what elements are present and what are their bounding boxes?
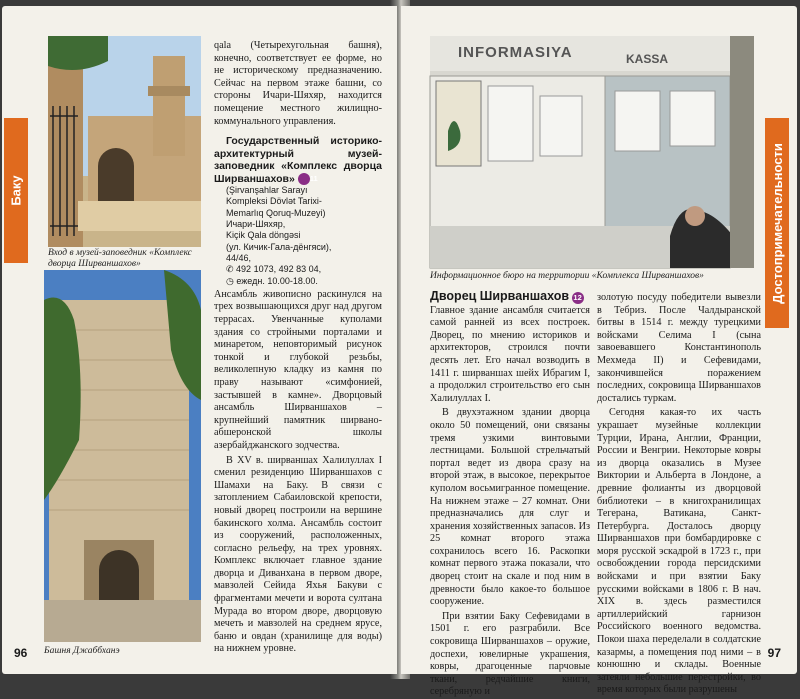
photo-museum-entrance — [48, 36, 201, 247]
side-tab-right — [765, 118, 789, 328]
info-line: (Şirvanşahlar Sarayı — [226, 185, 308, 196]
paragraph: Сегодня какая-то их часть украшает музейные коллекции Турции, Ирана, Англии, Франции, России и Венгрии. Некоторые ковры из дворца оказались в Музее Виктории и Альберта в Лондоне, а древние фолианты из дворцовой библиотеки – в книгохранилищах Тегерана, Ватикана, Санкт-Петербурга. Досталось дворцу Ширваншахов при бомбардировке с моря русской эскадрой в 1723 г., при освобождении города персидскими войсками и при взятии Баку русскими войсками в 1806 г. В нач. XIX в. здесь разместился артиллерийский гарнизон Российского военного ведомства. Покои шаха переделали в солдатские казармы, а помещения под ними – в конюшню и склады. Военные затеяли небольшие перестройки, во время которых были разрушены — [597, 407, 761, 696]
paragraph: Ансамбль живописно раскинулся на трех возвышающихся друг над другом террасах. Увенчанные куполами здания со стройными порталами и минаретом, неповторимый рисунок тонкой и глубокой резьбы, великолепную кладку из камня по праву называют «симфонией, застывшей в камне». Дворцовый ансамбль Ширваншахов – крупнейший памятник ширвано-абшеронской школы азербайджанского зодчества. — [214, 288, 382, 451]
photo-information-bureau — [430, 36, 754, 268]
paragraph: В двухэтажном здании дворца около 50 помещений, они связаны тремя узкими винтовыми лестницами. Большой стрельчатый портал ведет из двора сразу на второй этаж, в высокое, перекрытое куполом восьмигранное помещение. На нижнем этаже – 27 комнат. Они предназначались для слуг и хранения хозяйственных запасов. Из 25 комнат второго этажа сохранилось всего 16. Раскопки комнат первого этажа показали, что дворец стоит на скале и под ним в древности было какое-то большое сооружение. — [430, 407, 590, 608]
info-line: (ул. Кичик-Гала-дёнгяси), — [226, 241, 332, 252]
left-text-column — [214, 40, 382, 656]
side-tab-label: Достопримечательности — [769, 142, 785, 304]
paragraph-qala: qala (Четырехугольная башня), конечно, соответствует ее форме, но не историческому предназначению. Сейчас на первом этаже башни, со стороны Ичари-Шяхяр, находится помещение местного жилищно-коммунального управления. — [214, 40, 382, 127]
phone-icon: ✆ — [226, 264, 237, 275]
paragraph: В XV в. ширваншах Халилуллах I сменил резиденцию Ширваншахов с Шамахи на Баку. В связи с затоплением Сабаиловской крепости, новый дворец построили на вершине бакинского холма. Ансамбль состоит из сооружений, расположенных, согласно рельефу, на трех уровнях. Комплекс включает главное здание дворца и Диванхана в первом дворе, мавзолей Сейида Яхья Бакуви с фрагментами мечети и ворота султана Мурада во втором дворе, дворцовую мечеть и мавзолей на среднем ярусе, баню и овдан (хранилище для воды) на нижнем уровне. — [214, 454, 382, 655]
section-badge: 11 — [298, 173, 310, 185]
photo2-caption: Башня Джаббханэ — [44, 646, 120, 656]
clock-icon: ◷ — [226, 275, 237, 286]
paragraph: Главное здание ансамбля считается самой ранней из всех построек. Дворец, по мнению историков и архитекторов, строился почти десять лет. Его начал возводить в 1411 г. ширваншах шейх Ибрагим I, а продолжил строительство его сын Халилуллах I. — [430, 304, 590, 404]
heading-shirvanshah-palace — [430, 290, 590, 305]
right-page — [401, 6, 797, 698]
info-phone — [214, 264, 382, 275]
section-title-text: Государственный историко-архитектурный музей-заповедник «Комплекс дворца Ширваншахов» — [214, 135, 382, 185]
info-hours — [214, 276, 382, 287]
info-line: 44/46, — [226, 252, 252, 263]
page-number-right: 97 — [767, 646, 781, 660]
info-line: Memarlıq Qoruq-Muzeyi) — [226, 207, 326, 218]
right-text-column-1 — [430, 290, 590, 699]
hours-text: ежедн. 10.00-18.00. — [236, 275, 318, 286]
paragraph: При взятии Баку Сефевидами в 1501 г. его разграбили. Все сокровища Ширваншахов – оружие, доспехи, ювелирные украшения, ковры, драгоценные парчовые ткани, редчайшие книги, серебряную и — [430, 610, 590, 698]
info-line: Ичари-Шяхяр, — [226, 219, 286, 230]
left-page — [2, 6, 397, 674]
paragraph: золотую посуду победители вывезли в Тебриз. После Чалдыранской битвы в 1514 г. между турецкими войсками Селима I (сына завоевавшего Константинополь Мехмеда II) и Сефевидами, закончившейся поражением последних, сокровища Ширваншахов достались туркам. — [597, 292, 761, 404]
side-tab-label: Баку — [8, 175, 24, 206]
page-number-left: 96 — [14, 646, 28, 660]
right-text-column-2 — [597, 292, 761, 697]
heading-text: Дворец Ширваншахов — [430, 289, 570, 303]
photo1-caption: Вход в музей-заповедник «Комплекс дворца Ширваншахов» — [48, 248, 192, 269]
heading-badge: 12 — [573, 292, 582, 302]
info-line: Kiçik Qala döngəsi — [226, 230, 301, 241]
sign-informasiya: INFORMASIYA — [458, 44, 573, 61]
side-tab-left — [4, 118, 28, 263]
info-line: Kompleksi Dövlət Tarixi- — [226, 196, 322, 207]
section-title-complex — [214, 135, 382, 185]
phone-text: 492 1073, 492 83 04, — [236, 264, 322, 275]
photo-jabbkhana-tower — [44, 270, 201, 642]
sign-kassa: KASSA — [626, 52, 669, 66]
photo-caption: Информационное бюро на территории «Комплекса Ширваншахов» — [430, 271, 704, 281]
